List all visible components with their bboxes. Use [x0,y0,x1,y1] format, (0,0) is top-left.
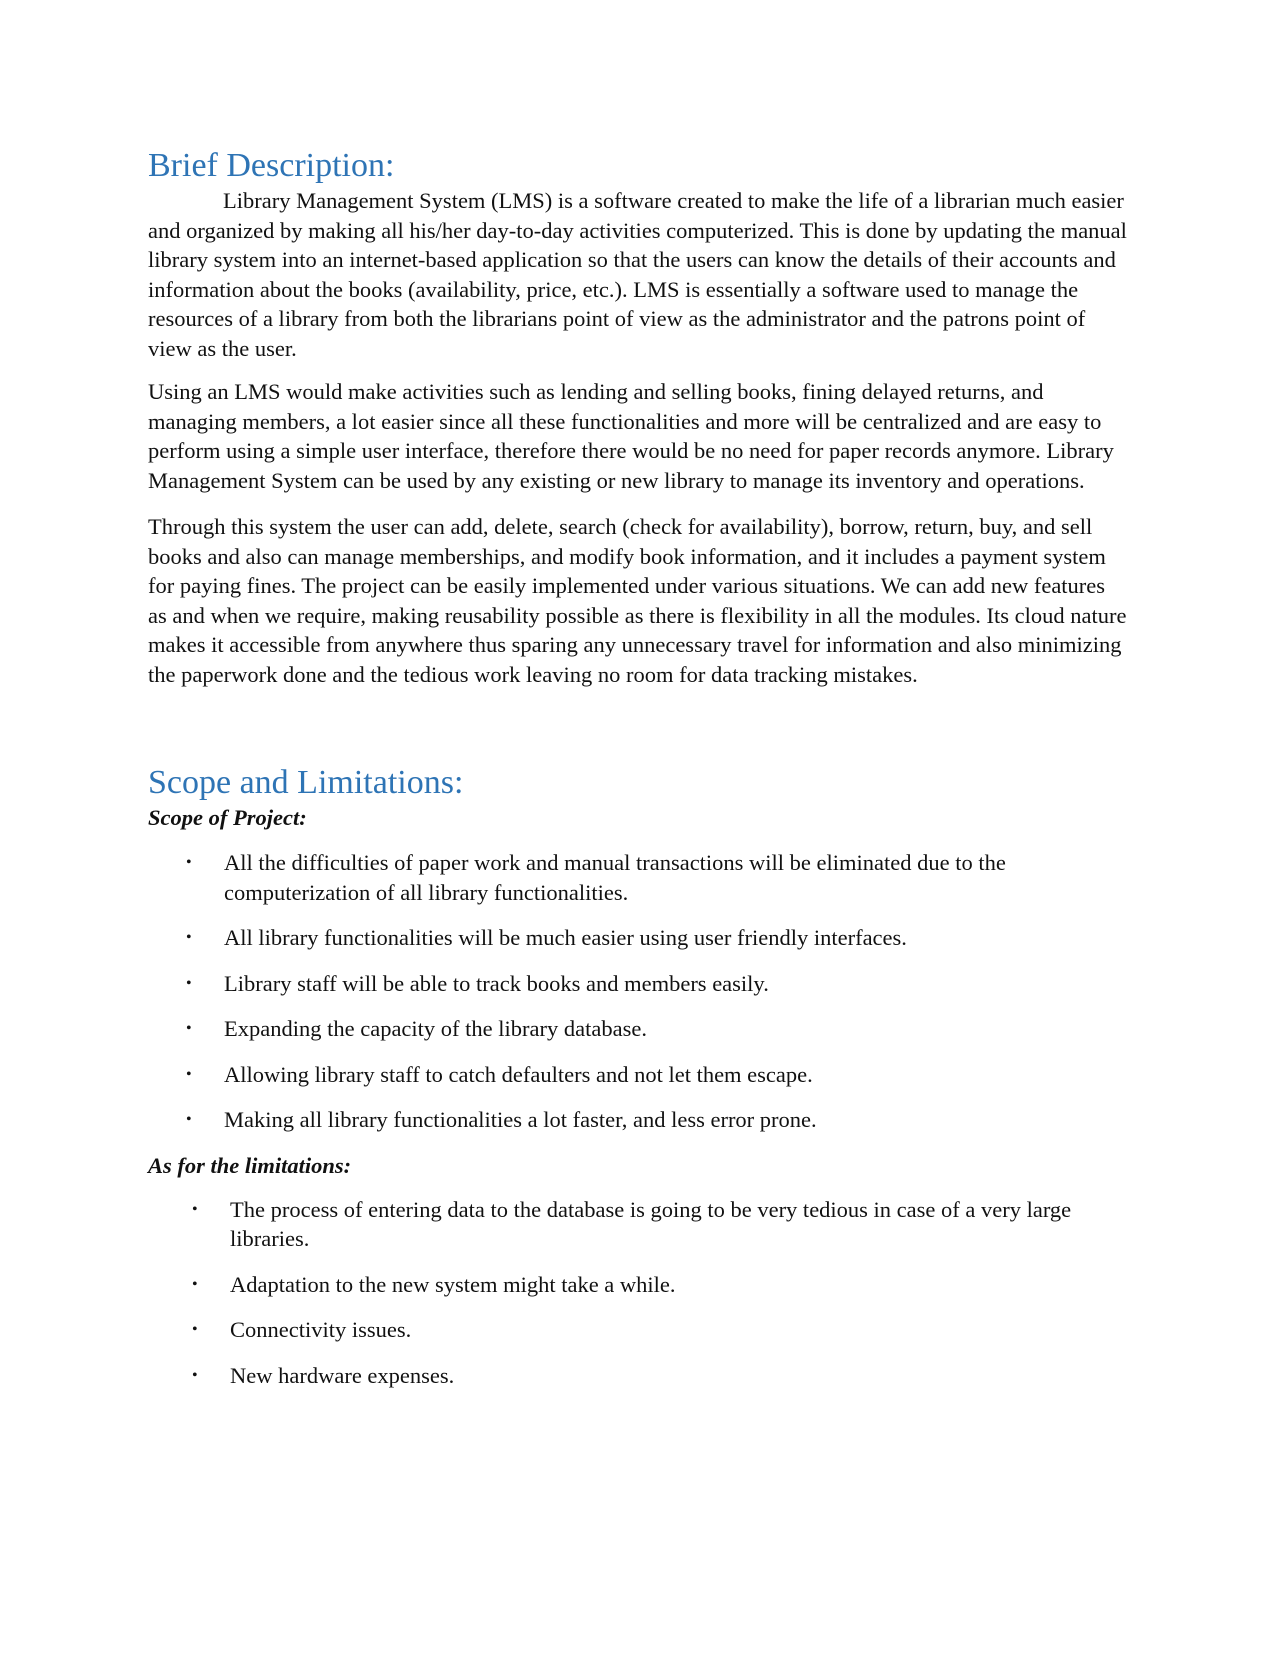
list-item [148,1105,1128,1135]
list-item-text: Expanding the capacity of the library database. [224,1016,647,1041]
bullet-icon: • [186,929,192,946]
bullet-icon: • [186,1020,192,1037]
list-item-text: All library functionalities will be much easier using user friendly interfaces. [224,925,907,950]
list-item [148,1060,1128,1090]
list-item-text: Library staff will be able to track books and members easily. [224,970,769,996]
scope-limitations-heading: Scope and Limitations: [148,764,464,801]
limitations-subheading: As for the limitations: [148,1152,352,1178]
limitations-list [148,1195,1128,1391]
bullet-icon: • [192,1275,198,1293]
scope-of-project-subheading: Scope of Project: [148,805,307,830]
list-item-text: All the difficulties of paper work and manual transactions will be eliminated due to the computerization of all library functionalities. [224,850,1006,905]
list-item-text: Allowing library staff to catch defaulters and not let them escape. [224,1061,813,1087]
bullet-icon: • [186,854,192,871]
list-item-text: Connectivity issues. [230,1317,412,1342]
list-item-text: The process of entering data to the database is going to be very tedious in case of a very large libraries. [230,1196,1072,1251]
document-page [148,146,1128,1406]
bullet-icon: • [192,1321,198,1338]
list-item [148,1195,1128,1254]
bullet-icon: • [186,974,192,992]
list-item-text: Making all library functionalities a lot faster, and less error prone. [224,1107,817,1132]
list-item [148,1014,1128,1044]
list-item-text: New hardware expenses. [230,1362,455,1388]
list-item [148,1361,1128,1391]
bullet-icon: • [186,1111,192,1128]
list-item [148,1315,1128,1345]
scope-list [148,848,1128,1135]
brief-paragraph-2: Using an LMS would make activities such as lending and selling books, fining delayed returns, and managing members, a lot easier since all these functionalities and more will be centralized and are easy to perform using a simple user interface, therefore there would be no need for paper records anymore. Library Management System can be used by any existing or new library to manage its inventory and operations. [148,379,1114,493]
list-item [148,923,1128,953]
list-item [148,848,1128,907]
brief-paragraph-3: Through this system the user can add, delete, search (check for availability), borrow, return, buy, and sell books and also can manage memberships, and modify book information, and it includes a payment system for paying fines. The project can be easily implemented under various situations. We can add new features as and when we require, making reusability possible as there is flexibility in all the modules. Its cloud nature makes it accessible from anywhere thus sparing any unnecessary travel for information and also minimizing the paperwork done and the tedious work leaving no room for data tracking mistakes. [148,514,1127,687]
bullet-icon: • [186,1065,192,1083]
brief-paragraph-1: Library Management System (LMS) is a software created to make the life of a librarian much easier and organized by making all his/her day-to-day activities computerized. This is done by updating the manual library system into an internet-based application so that the users can know the details of their accounts and information about the books (availability, price, etc.). LMS is essentially a software used to manage the resources of a library from both the librarians point of view as the administrator and the patrons point of view as the user. [148,188,1127,361]
list-item [148,969,1128,999]
bullet-icon: • [192,1366,198,1384]
list-item-text: Adaptation to the new system might take a while. [230,1271,676,1297]
list-item [148,1270,1128,1300]
brief-description-heading: Brief Description: [148,147,395,184]
bullet-icon: • [192,1200,198,1218]
